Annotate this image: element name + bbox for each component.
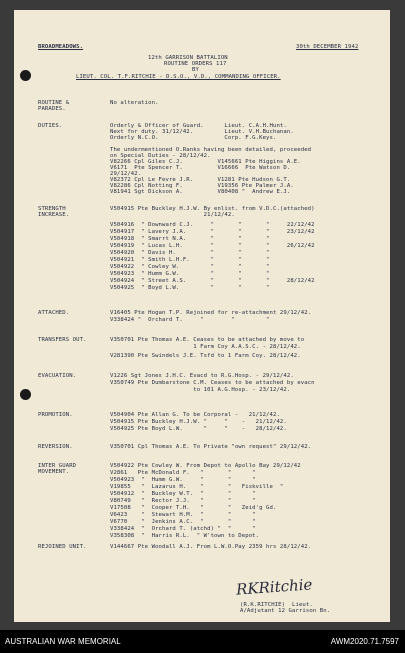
body-line: V19855 " Lazarus H. " " Fiskville " (110, 484, 284, 490)
body-line: V504918 " Smarrt N.A. " " " (110, 236, 270, 242)
body-line: V82286 Cpl Notting F. V19356 Pte Palmer J.A. (110, 183, 294, 189)
archive-footer (0, 630, 405, 653)
section-heading: MOVEMENT. (38, 469, 70, 475)
body-line: V504924 " Street A.S. " " " 28/12/42 (110, 278, 315, 284)
body-line: V504922 " Cowley W. " " " (110, 264, 270, 270)
body-line: V504915 Pte Buckley H.J.W. By enlist. from V.D.C.(attached) (110, 206, 315, 212)
footer-right: AWM2020.71.7597 (330, 637, 399, 646)
body-line: V504919 " Lucas L.H. " " " 26/12/42 (110, 243, 315, 249)
body-line: V6171 Pte Spencer T. V16666 Pte Watson D. (110, 165, 291, 171)
section-heading: TRANSFERS OUT. (38, 337, 87, 343)
place-heading: BROADMEADOWS. (38, 44, 84, 50)
body-line: V358308 " Harris R.L. " W'town to Depot. (110, 533, 260, 539)
body-line: 1 Farm Coy A.A.S.C. - 28/12/42. (110, 344, 301, 350)
body-line: No alteration. (110, 100, 159, 106)
body-line: on Special Duties - 28/12/42. (110, 153, 211, 159)
body-line: 21/12/42. (110, 212, 235, 218)
body-line: Orderly N.C.O. Corp. F.G.Keys. (110, 135, 277, 141)
body-line: V504917 " Lavery J.A. " " " 23/12/42 (110, 229, 315, 235)
section-heading: INTER GUARD (38, 463, 77, 469)
body-line: to 101 A.G.Hosp. - 23/12/42. (110, 387, 291, 393)
body-line: V17508 " Cooper T.H. " " Zeid'g Gd. (110, 505, 277, 511)
section-heading: PARADES. (38, 106, 66, 112)
date-heading: 30th DECEMBER 1942 (296, 44, 359, 50)
unit-title: 12th GARRISON BATTALION (148, 55, 228, 61)
punch-hole (20, 70, 31, 81)
body-line: V504922 Pte Cowley W. From Depot to Apollo Bay 29/12/42 (110, 463, 301, 469)
body-line: V504916 " Downward C.J. " " " 22/12/42 (110, 222, 315, 228)
body-line: V281390 Pte Swindels J.E. Tsfd to 1 Farm Coy. 28/12/42. (110, 353, 301, 359)
body-line: V350701 Pte Thomas A.E. Ceases to be attached by move to (110, 337, 305, 343)
section-heading: REJOINED UNIT. (38, 544, 87, 550)
body-line: V80749 " Rector J.J. " " " (110, 498, 256, 504)
body-line: V504921 " Smith L.H.F. " " " (110, 257, 270, 263)
handwritten-signature: RKRitchie (235, 575, 313, 599)
document-page (14, 10, 390, 622)
section-heading: DUTIES. (38, 123, 63, 129)
section-heading: ATTACHED. (38, 310, 70, 316)
section-heading: STRENGTH (38, 206, 66, 212)
body-line: V6423 " Stewart H.M. " " " (110, 512, 256, 518)
body-line: V82266 Cpl Giles C.J. V145661 Pte Higgins A.E. (110, 159, 301, 165)
body-line: V504912 " Buckley W.T. " " " (110, 491, 256, 497)
section-heading: EVACUATION. (38, 373, 77, 379)
body-line: V504923 " Humm G.W. " " " (110, 271, 270, 277)
by-line: BY (192, 67, 199, 73)
punch-hole (20, 389, 31, 400)
body-line: V81941 Sgt Dickson A. V80408 " Andrew E.J. (110, 189, 291, 195)
body-line: V16405 Pte Hogan T.P. Rejoined for re-attachment 29/12/42. (110, 310, 312, 316)
body-line: V350749 Pte Dumbarstone C.M. Ceases to be attached by evacn (110, 380, 315, 386)
body-line: V350701 Cpl Thomas A.E. To Private "own request" 29/12/42. (110, 444, 312, 450)
body-line: V504920 " Davis H. " " " (110, 250, 270, 256)
orders-title: ROUTINE ORDERS 117 (164, 61, 227, 67)
body-line: V504915 Pte Buckley H.J.W. " " - 21/12/42. (110, 419, 287, 425)
signatory-name: (R.K.RITCHIE) Lieut. (240, 602, 313, 608)
section-heading: REVERSION. (38, 444, 73, 450)
commander-line: LIEUT. COL. T.F.RITCHIE - D.S.O., V.D., COMMANDING OFFICER. (76, 74, 281, 80)
body-line: V338424 " Orchard T. " " " (110, 317, 270, 323)
body-line: V1226 Sgt Jones J.H.C. Evacd to R.G.Hosp. - 29/12/42. (110, 373, 294, 379)
section-heading: PROMOTION. (38, 412, 73, 418)
body-line: V2861 Pte McDonald F. " " " (110, 470, 256, 476)
body-line: V6770 " Jenkins A.C. " " " (110, 519, 256, 525)
body-line: The undermentioned O.Ranks having been detailed, proceeded (110, 147, 312, 153)
body-line: V82372 Cpl Le Fevre J.R. V1281 Pte Hudson G.T. (110, 177, 291, 183)
body-line: V144667 Pte Woodall A.J. From L.W.O.Pay 2359 hrs 28/12/42. (110, 544, 312, 550)
body-line: V504925 Pte Boyd L.W. " " - 28/12/42. (110, 426, 287, 432)
body-line: V338424 " Orchard T. (atchd) " " " (110, 526, 256, 532)
section-heading: ROUTINE & (38, 100, 70, 106)
section-heading: INCREASE. (38, 212, 70, 218)
body-line: V504923 " Humm G.W. " " " (110, 477, 256, 483)
body-line: Orderly & Officer of Guard. Lieut. C.A.H.Hunt. (110, 123, 287, 129)
body-line: V504925 " Boyd L.W. " " " (110, 285, 270, 291)
body-line: V504904 Pte Allan G. To be Corporal - 21/12/42. (110, 412, 280, 418)
footer-left: AUSTRALIAN WAR MEMORIAL (5, 637, 121, 646)
body-line: 29/12/42. (110, 171, 142, 177)
body-line: Next for duty. 31/12/42. Lieut. V.H.Buchanan. (110, 129, 294, 135)
signatory-title: A/Adjutant 12 Garrison Bn. (240, 608, 331, 614)
